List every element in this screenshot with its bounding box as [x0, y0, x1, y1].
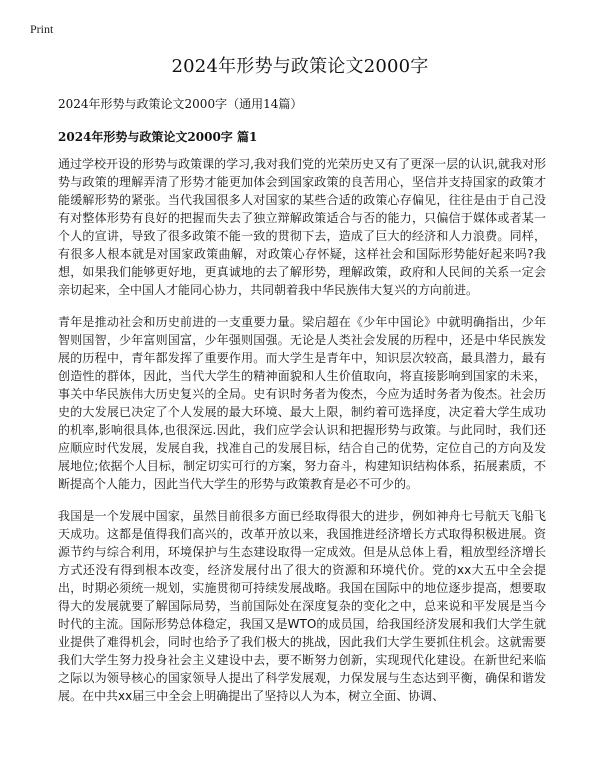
document-subtitle: 2024年形势与政策论文2000字（通用14篇） — [58, 97, 303, 111]
paragraph-2: 青年是推动社会和历史前进的一支重要力量。梁启超在《少年中国论》中就明确指出，少年智则国智，少年富则国富，少年强则国强。无论是人类社会发展的历程中，还是中华民族发展的历程中，青年都发挥了重要作用。而大学生是青年中，知识层次较高，最具潜力，最有创造性的群体，因此，当代大学生的精神面貌和人生价值取向，将直接影响到国家的未来，事关中华民族伟大历史复兴的全局。史有识时务者为俊杰，今应为适时务者为俊杰。社会历史的大发展已决定了个人发展的最大环境、最大上限，制约着可选择度，决定着大学生成功的机率,影响很具体,也很深远.因此，我们应学会认识和把握形势与政策。与此同时，我们还应顺应时代发展，发展自我，找准自己的发展目标，结合自己的优势，定位自己的方向及发展地位;依据个人目标，制定切实可行的方案，努力奋斗，构建知识结构体系，拓展素质，不断提高个人能力，因此当代大学生的形势与政策教育是必不可少的。 — [58, 315, 546, 491]
article-body — [58, 155, 546, 719]
document-title: 2024年形势与政策论文2000字 — [171, 56, 429, 77]
paragraph-3: 我国是一个发展中国家，虽然目前很多方面已经取得很大的进步，例如神舟七号航天飞船飞天成功。这都是值得我们高兴的，改革开放以来，我国推进经济增长方式取得积极进展。资源节约与综合利用，环境保护与生态建设取得一定成效。但是从总体上看，粗放型经济增长方式还没有得到根本改变，经济发展付出了很大的资源和环境代价。党的xx大五中全会提出，时期必须统一规划，实施贯彻可持续发展战略。我国在国际中的地位逐步提高，想要取得大的发展就要了解国际局势，当前国际处在深度复杂的变化之中，总来说和平发展是当今时代的主流。国际形势总体稳定，我国又是WTO的成员国，给我国经济发展和我们大学生就业提供了难得机会，同时也给予了我们极大的挑战，因此我们大学生要抓住机会。这就需要我们大学生努力投身社会主义建设中去，要不断努力创新，实现现代化建设。在新世纪来临之际以为领导核心的国家领导人提出了科学发展观，力保发展与生态达到平衡，确保和谐发展。在中共xx届三中全会上明确提出了坚持以人为本，树立全面、协调、 — [58, 509, 546, 703]
paragraph-1: 通过学校开设的形势与政策课的学习,我对我们党的光荣历史又有了更深一层的认识,就我对形势与政策的理解弄清了形势才能更加体会到国家政策的良苦用心，坚信并支持国家的政策才能缓解形势的紧张。当代我国很多人对国家的某些合适的政策心存偏见，往往是由于自己没有对整体形势有良好的把握而失去了独立辩解政策适合与否的能力，只偏信于媒体或者某一个人的宣讲，导致了很多政策不能一致的贯彻下去，造成了巨大的经济和人力浪费。同样，有很多人根本就是对国家政策曲解，对政策心存怀疑，这样社会和国际形势能好起来吗?我想，如果我们能够更好地，更真诚地的去了解形势，理解政策，政府和人民间的关系一定会亲切起来，全中国人才能同心协力，共同朝着我中华民族伟大复兴的方向前进。 — [58, 157, 546, 297]
print-link[interactable]: Print — [30, 22, 54, 36]
section-heading: 2024年形势与政策论文2000字 篇1 — [58, 130, 258, 144]
